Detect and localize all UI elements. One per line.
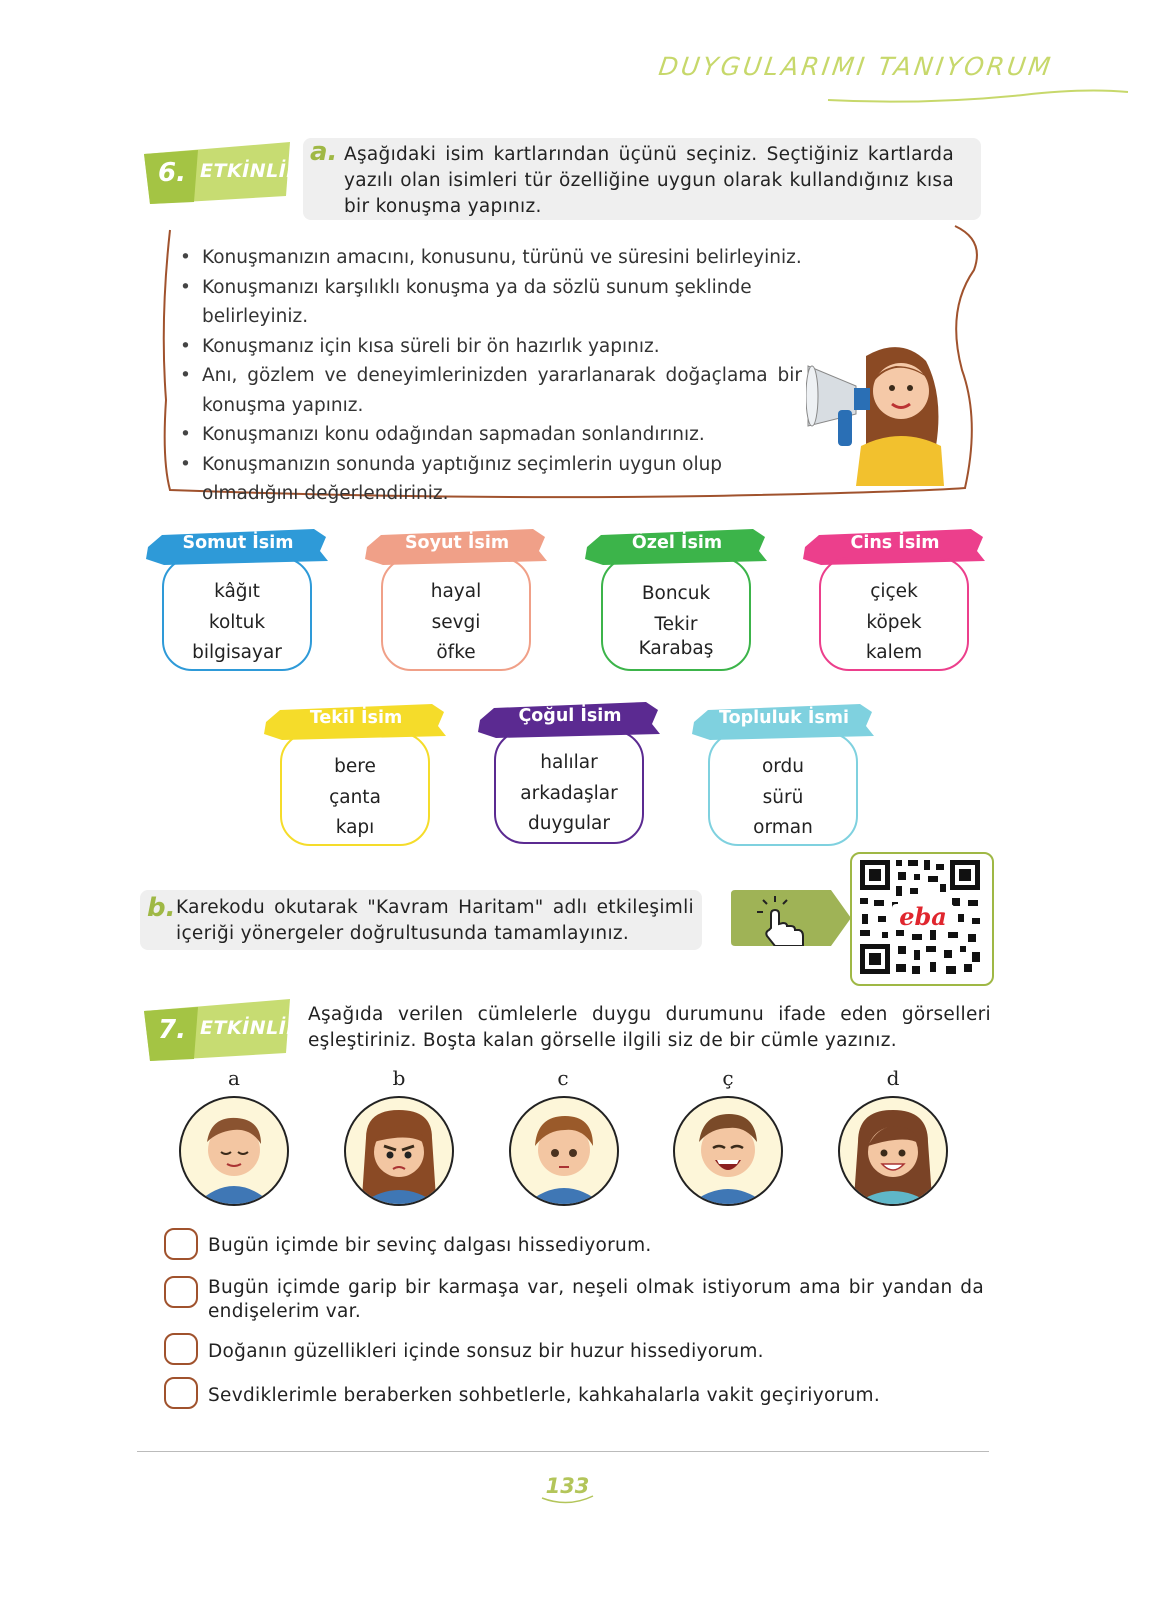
card-word: koltuk — [208, 611, 266, 633]
activity-number: 7. — [158, 1015, 186, 1045]
card-words — [819, 577, 969, 669]
face-b-angry — [344, 1096, 454, 1206]
card-word: arkadaşlar — [520, 782, 618, 804]
girl-megaphone-illustration — [806, 336, 946, 486]
card-words — [280, 752, 430, 844]
activity-label: ETKİNLİK — [200, 1017, 302, 1039]
card-word: bere — [334, 756, 376, 777]
card-word: köpek — [866, 611, 922, 633]
answer-box[interactable] — [164, 1377, 198, 1409]
face-c-worried — [509, 1096, 619, 1206]
noun-card-somut — [158, 525, 318, 675]
face-letter: c — [557, 1066, 569, 1090]
chapter-title: DUYGULARIMI TANIYORUM — [656, 52, 1056, 81]
eba-logo: eba — [899, 902, 947, 931]
face-letter: ç — [722, 1066, 734, 1090]
noun-card-ozel — [597, 525, 757, 675]
part-a-instruction: Aşağıdaki isim kartlarından üçünü seçiniz. Seçtiğiniz kartlarda yazılı olan isimleri tür özelliğine uygun olarak kullandığınız kısa bir konuşma yapınız. — [344, 144, 954, 217]
card-word: orman — [753, 817, 813, 838]
activity-6-badge — [140, 140, 302, 204]
card-word: sürü — [762, 786, 804, 808]
part-a-letter: a. — [310, 137, 338, 167]
card-word: Boncuk — [641, 583, 711, 604]
activity-number: 6. — [158, 158, 186, 188]
activity-label: ETKİNLİK — [200, 160, 302, 182]
part-b-letter: b. — [147, 893, 176, 923]
card-words — [381, 577, 531, 669]
card-title: Cins İsim — [850, 533, 940, 553]
card-word: Tekir — [654, 613, 698, 635]
card-title: Somut İsim — [182, 533, 294, 553]
sentence-4: Sevdiklerimle beraberken sohbetlerle, kahkahalarla vakit geçiriyorum. — [208, 1385, 881, 1406]
chapter-title-underline — [823, 70, 1133, 110]
answer-box[interactable] — [164, 1228, 198, 1260]
instructions-list — [180, 243, 850, 509]
face-letter: d — [886, 1066, 900, 1090]
noun-card-soyut — [377, 525, 537, 675]
footer-divider — [137, 1451, 989, 1452]
tap-qr-pointer — [731, 890, 851, 946]
card-word: kâğıt — [214, 581, 260, 602]
list-item: • Konuşmanızı konu odağından sapmadan sonlandırınız. — [180, 420, 850, 450]
card-words — [162, 577, 312, 669]
card-words — [601, 577, 751, 665]
card-word: sevgi — [431, 611, 481, 633]
noun-card-cins — [815, 525, 975, 675]
card-title: Soyut İsim — [404, 533, 510, 553]
card-word: öfke — [436, 642, 476, 663]
card-word: hayal — [430, 581, 482, 602]
card-title: Topluluk İsmi — [719, 708, 849, 728]
card-title: Tekil İsim — [309, 708, 403, 728]
card-title: Özel İsim — [631, 533, 723, 553]
sentence-1: Bugün içimde bir sevinç dalgası hissediyorum. — [208, 1235, 652, 1256]
card-words — [494, 748, 644, 840]
answer-box[interactable] — [164, 1333, 198, 1365]
qr-code[interactable] — [850, 852, 994, 986]
activity-7-instruction: Aşağıda verilen cümlelerle duygu durumunu ifade eden görselleri eşleştiriniz. Boşta kalan görselle ilgili siz de bir cümle yazınız. — [308, 1004, 991, 1051]
card-word: duygular — [528, 813, 610, 834]
page-number-swoosh — [540, 1490, 595, 1510]
noun-card-tekil — [276, 700, 436, 850]
noun-card-topluluk — [704, 700, 864, 850]
card-word: kalem — [865, 642, 923, 663]
qr-code-pattern — [852, 854, 988, 980]
face-d-happy — [838, 1096, 948, 1206]
face-letter: b — [392, 1066, 406, 1090]
card-title: Çoğul İsim — [518, 706, 622, 726]
list-item: • Konuşmanızın amacını, konusunu, türünü ve süresini belirleyiniz. — [180, 243, 850, 273]
activity-7-badge — [140, 997, 302, 1061]
page-number: 133 — [545, 1474, 590, 1498]
card-word: halılar — [540, 752, 598, 773]
face-letter: a — [228, 1066, 240, 1090]
card-word: bilgisayar — [192, 642, 282, 663]
sentence-2: Bugün içimde garip bir karmaşa var, neşeli olmak istiyorum ama bir yandan da endişelerim var. — [208, 1277, 984, 1322]
card-word: çanta — [329, 786, 381, 808]
list-item: • Konuşmanızın sonunda yaptığınız seçimlerin uygun olup olmadığını değerlendiriniz. — [180, 450, 802, 509]
part-b-instruction: Karekodu okutarak "Kavram Haritam" adlı etkileşimli içeriği yönergeler doğrultusunda tamamlayınız. — [176, 897, 694, 944]
list-item: • Konuşmanızı karşılıklı konuşma ya da sözlü sunum şeklinde belirleyiniz. — [180, 273, 850, 332]
card-word: kapı — [335, 817, 375, 838]
noun-card-cogul — [490, 698, 650, 848]
card-words — [708, 752, 858, 844]
list-item: • Anı, gözlem ve deneyimlerinizden yararlanarak doğaçlama bir konuşma yapınız. — [180, 361, 802, 420]
list-item: • Konuşmanız için kısa süreli bir ön hazırlık yapınız. — [180, 332, 850, 362]
sentence-3: Doğanın güzellikleri içinde sonsuz bir huzur hissediyorum. — [208, 1341, 764, 1362]
card-word: Karabaş — [638, 638, 714, 659]
card-word: çiçek — [870, 581, 918, 602]
card-word: ordu — [761, 756, 805, 777]
face-a-calm — [179, 1096, 289, 1206]
face-c-laughing — [673, 1096, 783, 1206]
answer-box[interactable] — [164, 1276, 198, 1308]
